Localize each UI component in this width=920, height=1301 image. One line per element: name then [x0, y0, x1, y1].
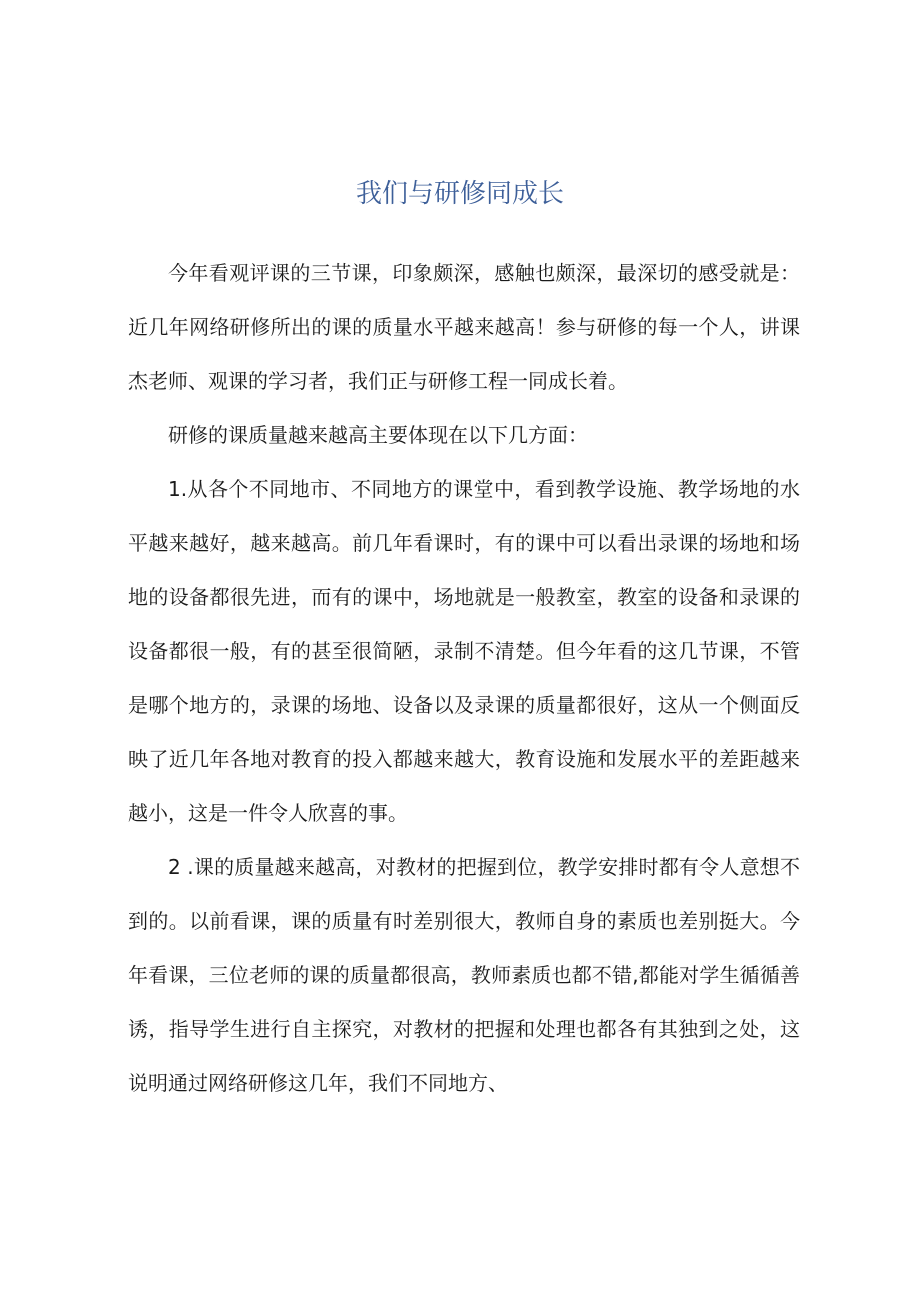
paragraph-point-2: 2 .课的质量越来越高，对教材的把握到位，教学安排时都有令人意想不到的。以前看课，课的质量有时差别很大，教师自身的素质也差别挺大。今年看课，三位老师的课的质量都很高，教师素质也都不错,都能对学生循循善诱，指导学生进行自主探究，对教材的把握和处理也都各有其独到之处，这说明通过网络研修这几年，我们不同地方、 [128, 855, 800, 1095]
document-body [128, 246, 800, 1110]
document-title: 我们与研修同成长 [355, 179, 564, 209]
paragraph-point-1: 1.从各个不同地市、不同地方的课堂中，看到教学设施、教学场地的水平越来越好，越来越高。前几年看课时，有的课中可以看出录课的场地和场地的设备都很先进，而有的课中，场地就是一般教室，教室的设备和录课的设备都很一般，有的甚至很简陋，录制不清楚。但今年看的这几节课，不管是哪个地方的，录课的场地、设备以及录课的质量都很好，这从一个侧面反映了近几年各地对教育的投入都越来越大，教育设施和发展水平的差距越来越小，这是一件令人欣喜的事。 [128, 477, 800, 825]
paragraph-intro: 今年看观评课的三节课，印象颇深，感触也颇深，最深切的感受就是：近几年网络研修所出的课的质量水平越来越高！参与研修的每一个人，讲课杰老师、观课的学习者，我们正与研修工程一同成长着。 [128, 261, 800, 393]
paragraph-aspects-heading: 研修的课质量越来越高主要体现在以下几方面： [168, 423, 588, 447]
